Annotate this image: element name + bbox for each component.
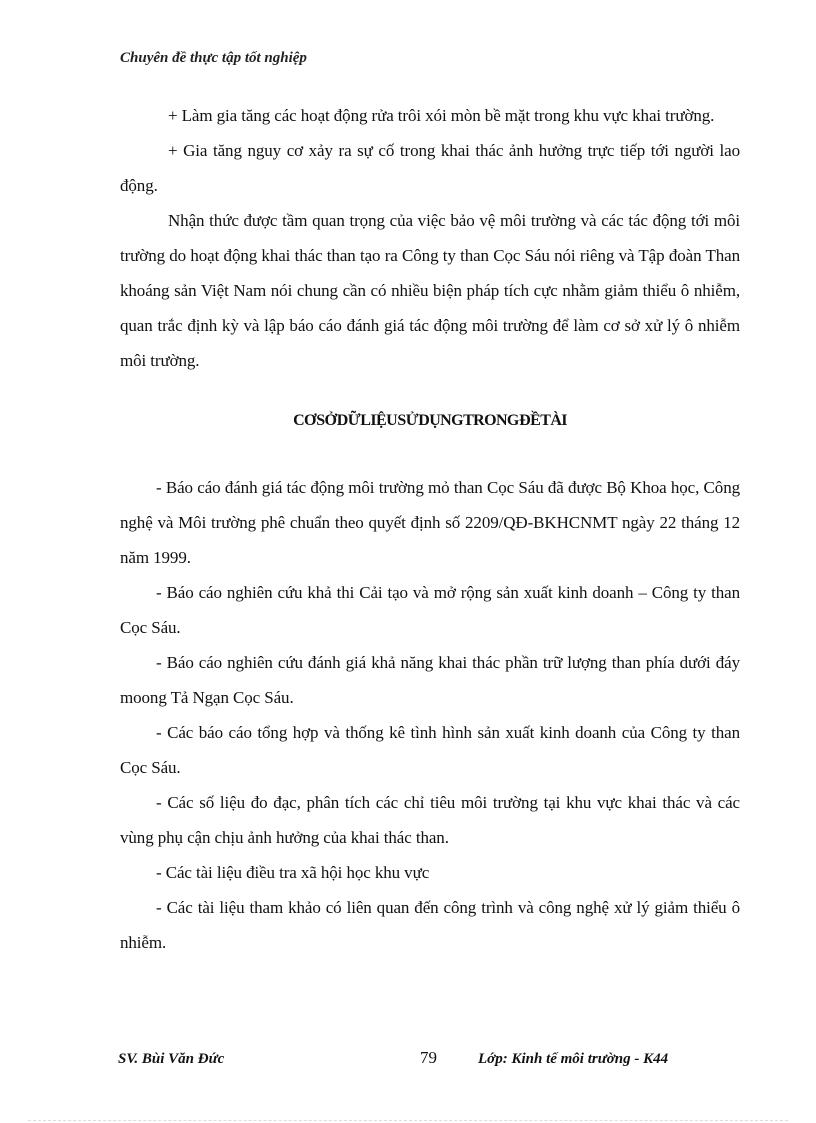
list-item-measurement-data: - Các số liệu đo đạc, phân tích các chỉ tiêu môi trường tại khu vực khai thác và các vùng phụ cận chịu ảnh hưởng của khai thác than. — [120, 793, 740, 847]
page-bottom-divider — [28, 1120, 788, 1121]
document-body — [120, 98, 740, 960]
footer-class: Lớp: Kinh tế môi trường - K44 — [478, 1051, 669, 1067]
list-item-reference-documents: - Các tài liệu tham khảo có liên quan đến công trình và công nghệ xử lý giảm thiểu ô nhiễm. — [120, 898, 740, 952]
list-item-report-assessment: - Báo cáo đánh giá tác động môi trường mỏ than Cọc Sáu đã được Bộ Khoa học, Công nghệ và Môi trường phê chuẩn theo quyết định số 2209/QĐ-BKHCNMT ngày 22 tháng 12 năm 1999. — [120, 478, 740, 567]
section-heading: CƠ SỞ DỮ LIỆU SỬ DỤNG TRONG ĐỀ TÀI — [293, 412, 567, 429]
list-item-summary-reports: - Các báo cáo tổng hợp và thống kê tình hình sản xuất kinh doanh của Công ty than Cọc Sáu. — [120, 723, 740, 777]
list-item-feasibility-report: - Báo cáo nghiên cứu khả thi Cải tạo và mở rộng sản xuất kinh doanh – Công ty than Cọc Sáu. — [120, 583, 740, 637]
paragraph-risk: + Gia tăng nguy cơ xảy ra sự cố trong khai thác ảnh hưởng trực tiếp tới người lao động. — [120, 141, 740, 195]
document-header: Chuyên đề thực tập tốt nghiệp — [120, 50, 307, 66]
paragraph-erosion: + Làm gia tăng các hoạt động rửa trôi xói mòn bề mặt trong khu vực khai trường. — [168, 106, 715, 125]
page-number: 79 — [420, 1048, 437, 1067]
footer-student: SV. Bùi Văn Đức — [118, 1051, 225, 1067]
list-item-research-report: - Báo cáo nghiên cứu đánh giá khả năng khai thác phần trữ lượng than phía dưới đáy moong Tả Ngạn Cọc Sáu. — [120, 653, 740, 707]
document-footer — [0, 1048, 816, 1075]
list-item-sociological-survey: - Các tài liệu điều tra xã hội học khu vực — [156, 863, 430, 882]
paragraph-awareness: Nhận thức được tầm quan trọng của việc bảo vệ môi trường và các tác động tới môi trường do hoạt động khai thác than tạo ra Công ty than Cọc Sáu nói riêng và Tập đoàn Than khoáng sản Việt Nam nói chung cần có nhiều biện pháp tích cực nhằm giảm thiểu ô nhiễm, quan trắc định kỳ và lập báo cáo đánh giá tác động môi trường để làm cơ sở xử lý ô nhiễm môi trường. — [120, 211, 740, 370]
